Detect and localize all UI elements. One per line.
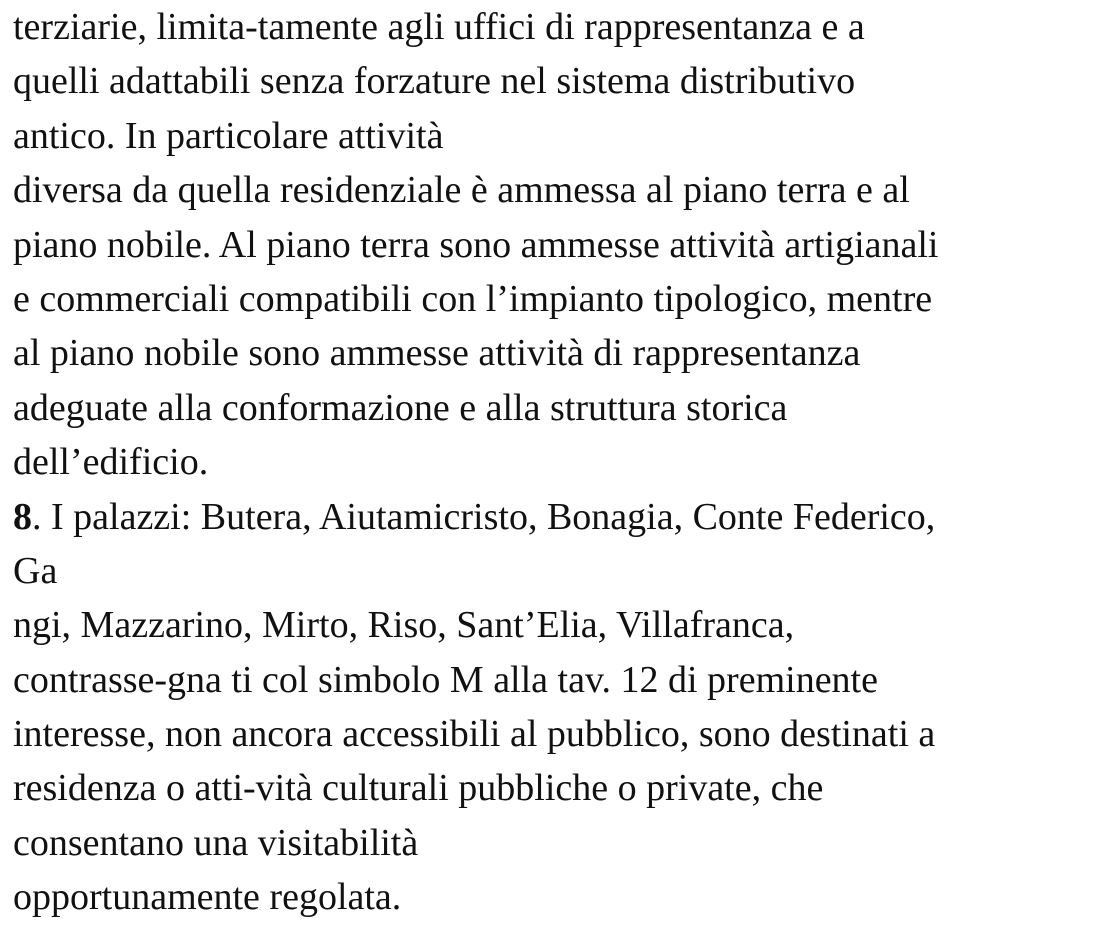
- text-line: al piano nobile sono ammesse attività di rappresentanza: [13, 332, 861, 375]
- text-line: diversa da quella residenziale è ammessa al piano terra e al: [13, 169, 910, 212]
- item-number: 8: [13, 495, 32, 538]
- text-line: adeguate alla conformazione e alla struttura storica: [13, 386, 788, 429]
- text-line: piano nobile. Al piano terra sono ammesse attività artigianali: [13, 223, 939, 266]
- text-line: contrasse-gna ti col simbolo M alla tav. 12 di preminente: [13, 658, 878, 701]
- document-body: [13, 0, 1103, 925]
- text-line: e commerciali compatibili con l’impianto tipologico, mentre: [13, 277, 933, 320]
- text-line: Ga: [13, 549, 58, 592]
- item-8-first-line-text: . I palazzi: Butera, Aiutamicristo, Bonagia, Conte Federico,: [32, 495, 936, 538]
- text-line: ngi, Mazzarino, Mirto, Riso, Sant’Elia, Villafranca,: [13, 604, 795, 647]
- text-line: interesse, non ancora accessibili al pubblico, sono destinati a: [13, 713, 936, 756]
- text-line: antico. In particolare attività: [13, 114, 444, 157]
- text-line: dell’edificio.: [13, 441, 209, 484]
- text-line: opportunamente regolata.: [13, 876, 402, 919]
- text-line: consentano una visitabilità: [13, 821, 419, 864]
- text-line: quelli adattabili senza forzature nel sistema distributivo: [13, 60, 856, 103]
- text-line: terziarie, limita-tamente agli uffici di rappresentanza e a: [13, 6, 865, 48]
- item-8-heading-line: [13, 490, 1103, 544]
- text-line: residenza o atti-vità culturali pubbliche o private, che: [13, 767, 824, 810]
